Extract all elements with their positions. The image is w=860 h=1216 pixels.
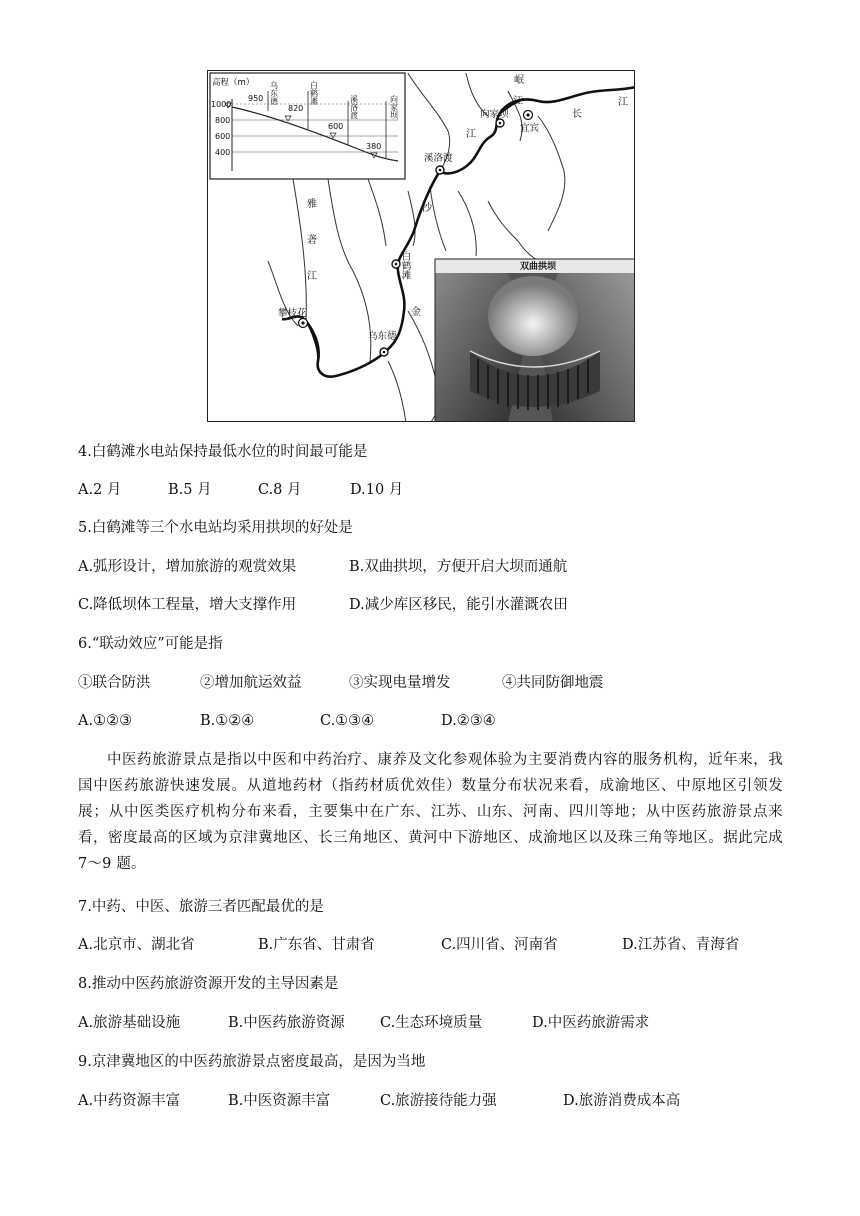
q6-statement-4: ④共同防御地震 [502, 675, 604, 691]
q8-option-b: B.中医药旅游资源 [228, 1015, 345, 1031]
q6-option-a: A.①②③ [78, 713, 133, 729]
profile-station-wudongde: 乌东德 [269, 81, 279, 105]
q5-option-a: A.弧形设计，增加旅游的观赏效果 [78, 559, 297, 575]
q9-option-b: B.中医资源丰富 [228, 1093, 331, 1109]
q4-option-b: B.5 月 [168, 482, 212, 498]
city-panzhihua-icon [299, 319, 308, 328]
q7-option-c: C.四川省、河南省 [441, 937, 558, 953]
profile-inset [210, 73, 405, 179]
profile-station-baihetan: 白鹤滩 [309, 81, 319, 105]
q5-option-b: B.双曲拱坝，方便开启大坝而通航 [349, 559, 568, 575]
ytick-800: 800 [215, 116, 231, 125]
river-label-min-jiang: 江 [513, 96, 523, 107]
ytick-400: 400 [215, 148, 231, 157]
q9-option-a: A.中药资源丰富 [78, 1093, 181, 1109]
q6-option-b: B.①②④ [200, 713, 255, 729]
q4-option-a: A.2 月 [78, 482, 122, 498]
passage-tcm-tourism: 中医药旅游景点是指以中医和中药治疗、康养及文化参观体验为主要消费内容的服务机构，近年来，我国中医药旅游快速发展。从道地药材（指药材质优效佳）数量分布状况来看，成渝地区、中原地区引领发展；从中医类医疗机构分布来看，主要集中在广东、江苏、山东、河南、四川等地；从中医药旅游景点来看，密度最高的区域为京津冀地区、长三角地区、黄河中下游地区、成渝地区以及珠三角等地区。据此完成 7～9 题。 [78, 752, 783, 872]
q4-option-c: C.8 月 [258, 482, 302, 498]
photo-title: 双曲拱坝 [520, 262, 557, 272]
river-label-jin: 金 [411, 307, 421, 318]
q7-option-a: A.北京市、湖北省 [78, 937, 195, 953]
elev-wudongde: 950 [248, 94, 264, 103]
dam-xiluodu-icon [436, 166, 444, 174]
river-label-jiang-upper: 江 [466, 129, 476, 140]
arch-dam-photo [435, 259, 635, 422]
q4-stem: 4.白鹤滩水电站保持最低水位的时间最可能是 [78, 444, 368, 460]
q8-option-a: A.旅游基础设施 [78, 1015, 181, 1031]
q5-option-d: D.减少库区移民，能引水灌溉农田 [349, 597, 568, 613]
map-figure [207, 70, 635, 422]
q6-option-c: C.①③④ [320, 713, 375, 729]
river-label-ya: 雅 [307, 199, 317, 210]
label-panzhihua: 攀枝花 [278, 308, 307, 319]
q5-option-c: C.降低坝体工程量，增大支撑作用 [78, 597, 297, 613]
q6-option-d: D.②③④ [441, 713, 496, 729]
q8-option-d: D.中医药旅游需求 [532, 1015, 650, 1031]
river-label-long: 砻 [307, 235, 317, 246]
elev-xiluodu: 600 [328, 122, 344, 131]
river-label-min: 岷 [514, 75, 524, 86]
q9-stem: 9.京津冀地区的中医药旅游景点密度最高，是因为当地 [78, 1054, 426, 1070]
profile-ylabel: 高程（m） [212, 78, 255, 88]
dam-wudongde-icon [380, 348, 388, 356]
dam-xiangjiaba-icon [496, 119, 504, 127]
q6-stem: 6.“联动效应”可能是指 [78, 636, 223, 652]
q6-statement-3: ③实现电量增发 [349, 675, 451, 691]
river-map [208, 71, 635, 422]
river-label-chang: 长 [572, 109, 582, 120]
ytick-1000: 1000 [211, 100, 232, 109]
label-wudongde: 乌东德 [368, 331, 397, 342]
q4-option-d: D.10 月 [350, 482, 404, 498]
q7-stem: 7.中药、中医、旅游三者匹配最优的是 [78, 899, 324, 915]
profile-station-xiangjiaba: 向家坝 [389, 95, 399, 119]
label-yibin: 宜宾 [520, 123, 540, 134]
label-baihetan: 白鹤滩 [399, 251, 411, 280]
profile-station-xiluodu: 溪洛渡 [349, 95, 359, 119]
elev-xiangjiaba: 380 [366, 142, 382, 151]
q6-statement-1: ①联合防洪 [78, 675, 151, 691]
q8-stem: 8.推动中医药旅游资源开发的主导因素是 [78, 976, 339, 992]
q6-statement-2: ②增加航运效益 [200, 675, 302, 691]
river-label-jiang-east: 江 [618, 97, 628, 108]
q9-option-c: C.旅游接待能力强 [380, 1093, 497, 1109]
ytick-600: 600 [215, 132, 231, 141]
q8-option-c: C.生态环境质量 [380, 1015, 483, 1031]
elev-baihetan: 820 [288, 104, 304, 113]
q7-option-d: D.江苏省、青海省 [622, 937, 740, 953]
city-yibin-icon [524, 111, 533, 120]
q9-option-d: D.旅游消费成本高 [563, 1093, 681, 1109]
label-xiangjiaba: 向家坝 [480, 109, 509, 120]
q5-stem: 5.白鹤滩等三个水电站均采用拱坝的好处是 [78, 520, 353, 536]
label-xiluodu: 溪洛渡 [424, 153, 453, 164]
river-label-jiang-ya: 江 [307, 271, 317, 282]
river-label-sha: 沙 [422, 203, 432, 214]
q7-option-b: B.广东省、甘肃省 [258, 937, 375, 953]
